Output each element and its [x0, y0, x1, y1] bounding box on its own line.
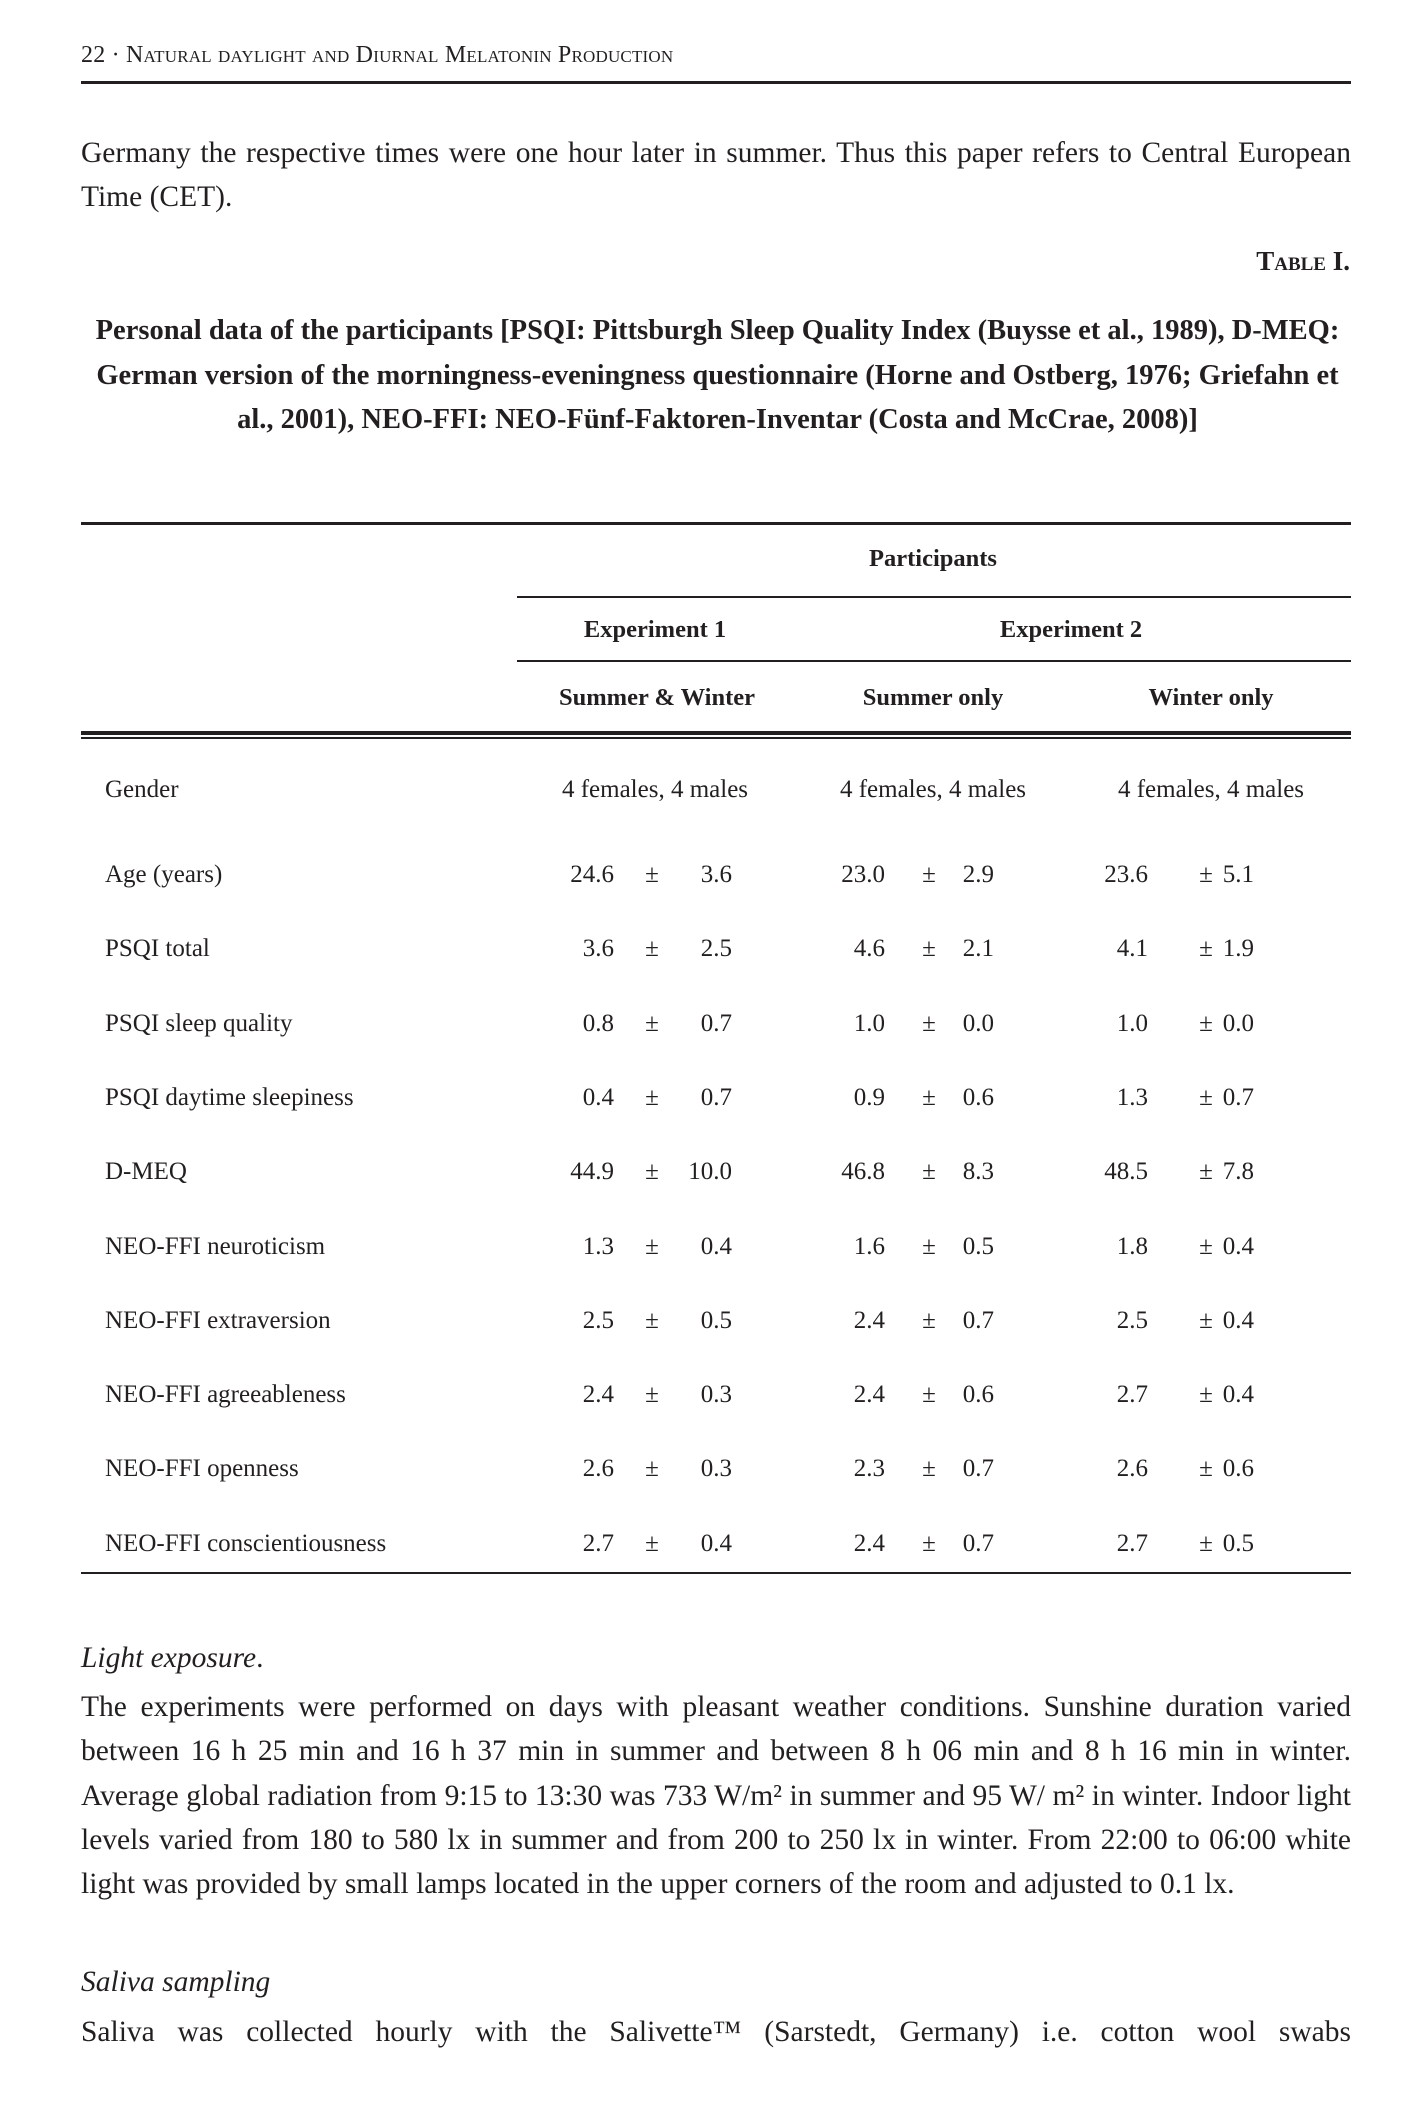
cell-mean: 3.6	[582, 935, 614, 962]
row-label: PSQI total	[105, 935, 210, 962]
cell-sd: 0.6	[962, 1381, 994, 1408]
cell-sd: 0.6	[1222, 1455, 1254, 1482]
plus-minus-sign: ±	[1199, 1530, 1213, 1557]
cell-mean: 1.3	[582, 1233, 614, 1260]
cell-sd: 1.9	[1222, 935, 1254, 962]
light-exposure-paragraph: The experiments were performed on days with pleasant weather conditions. Sunshine duration varied between 16 h 25 min and 16 h 37 min in summer and between 8 h 06 min and 8 h 16 min in winter. Average global radiation from 9:15 to 13:30 was 733 W/m² in summer and 95 W/ m² in winter. Indoor light levels varied from 180 to 580 lx in summer and from 200 to 250 lx in winter. From 22:00 to 06:00 white light was provided by small lamps located in the upper corners of the room and adjusted to 0.1 lx.	[81, 1691, 1351, 1901]
cell-sd: 0.3	[700, 1455, 732, 1482]
cell-sd: 0.5	[1222, 1530, 1254, 1557]
header-rule	[81, 81, 1351, 84]
row-label: NEO-FFI conscientiousness	[105, 1530, 387, 1557]
plus-minus-sign: ±	[1199, 1158, 1213, 1185]
running-head-separator: ·	[111, 42, 120, 68]
cell-mean: 0.9	[853, 1084, 885, 1111]
cell-mean: 1.3	[1116, 1084, 1148, 1111]
row-label: NEO-FFI extraversion	[105, 1307, 331, 1334]
cell-mean: 1.6	[853, 1233, 885, 1260]
table-top-rule	[81, 522, 1351, 525]
cell-mean: 2.7	[1116, 1530, 1148, 1557]
cell-sd: 0.7	[962, 1455, 994, 1482]
cell-mean: 1.0	[1116, 1010, 1148, 1037]
cell-mean: 2.6	[582, 1455, 614, 1482]
section-heading-light-exposure	[81, 1642, 263, 1675]
plus-minus-sign: ±	[1199, 1307, 1213, 1334]
running-head-title: Natural daylight and Diurnal Melatonin Production	[126, 42, 674, 68]
section-heading-text: Light exposure	[81, 1642, 257, 1674]
cell-sd: 0.3	[700, 1381, 732, 1408]
plus-minus-sign: ±	[645, 861, 659, 888]
section-heading-text: Saliva sampling	[81, 1966, 271, 1998]
cell-sd: 0.6	[962, 1084, 994, 1111]
cell-sd: 0.7	[962, 1307, 994, 1334]
plus-minus-sign: ±	[1199, 935, 1213, 962]
row-label: NEO-FFI openness	[105, 1455, 299, 1482]
cell-sd: 2.5	[700, 935, 732, 962]
gender-cell: 4 females, 4 males	[839, 776, 1027, 803]
plus-minus-sign: ±	[645, 1307, 659, 1334]
plus-minus-sign: ±	[645, 1530, 659, 1557]
plus-minus-sign: ±	[1199, 1455, 1213, 1482]
plus-minus-sign: ±	[645, 935, 659, 962]
section-heading-punct: .	[256, 1642, 264, 1674]
column-winter-only: Winter only	[1148, 684, 1274, 711]
cell-sd: 0.5	[700, 1307, 732, 1334]
header-double-rule-thick	[81, 731, 1351, 735]
cell-mean: 46.8	[841, 1158, 885, 1185]
running-head	[81, 42, 673, 69]
row-label: Gender	[105, 776, 179, 803]
header-double-rule-thin	[81, 737, 1351, 739]
plus-minus-sign: ±	[922, 1233, 936, 1260]
plus-minus-sign: ±	[645, 1233, 659, 1260]
cell-sd: 0.4	[1222, 1381, 1254, 1408]
saliva-sampling-paragraph: Saliva was collected hourly with the Salivette™ (Sarstedt, Germany) i.e. cotton wool swabs	[81, 2016, 1351, 2048]
cell-sd: 7.8	[1222, 1158, 1254, 1185]
cell-sd: 5.1	[1222, 861, 1254, 888]
cell-mean: 24.6	[570, 861, 614, 888]
row-label: NEO-FFI agreeableness	[105, 1381, 346, 1408]
table-caption: Personal data of the participants [PSQI: Pittsburgh Sleep Quality Index (Buysse et al., 1989), D-MEQ: German version of the morningness-eveningness questionnaire (Horne and Ostberg, 1976; Griefahn et al., 2001), NEO-FFI: NEO-Fünf-Faktoren-Inventar (Costa and McCrae, 2008)]	[95, 315, 1340, 435]
plus-minus-sign: ±	[922, 861, 936, 888]
intro-paragraph: Germany the respective times were one hour later in summer. Thus this paper refers to Central European Time (CET).	[81, 137, 1351, 214]
header-experiment-1: Experiment 1	[583, 616, 727, 643]
cell-mean: 0.8	[582, 1010, 614, 1037]
plus-minus-sign: ±	[922, 1530, 936, 1557]
cell-mean: 23.6	[1104, 861, 1148, 888]
header-participants: Participants	[869, 545, 997, 572]
plus-minus-sign: ±	[645, 1455, 659, 1482]
cell-sd: 0.0	[1222, 1010, 1254, 1037]
cell-sd: 2.1	[962, 935, 994, 962]
plus-minus-sign: ±	[645, 1158, 659, 1185]
cell-sd: 10.0	[688, 1158, 732, 1185]
plus-minus-sign: ±	[1199, 861, 1213, 888]
cell-mean: 2.5	[1116, 1307, 1148, 1334]
cell-mean: 2.4	[853, 1530, 885, 1557]
cell-mean: 2.3	[853, 1455, 885, 1482]
gender-cell: 4 females, 4 males	[1117, 776, 1305, 803]
table-label: Table I.	[1256, 246, 1350, 276]
cell-mean: 2.6	[1116, 1455, 1148, 1482]
cell-mean: 2.7	[582, 1530, 614, 1557]
cell-sd: 0.0	[962, 1010, 994, 1037]
plus-minus-sign: ±	[922, 935, 936, 962]
plus-minus-sign: ±	[922, 1307, 936, 1334]
cell-sd: 0.4	[700, 1233, 732, 1260]
cell-sd: 3.6	[700, 861, 732, 888]
plus-minus-sign: ±	[922, 1010, 936, 1037]
cell-mean: 2.4	[853, 1307, 885, 1334]
cell-mean: 48.5	[1104, 1158, 1148, 1185]
plus-minus-sign: ±	[922, 1084, 936, 1111]
cell-mean: 1.0	[853, 1010, 885, 1037]
cell-mean: 1.8	[1116, 1233, 1148, 1260]
cell-sd: 0.7	[700, 1084, 732, 1111]
cell-sd: 2.9	[962, 861, 994, 888]
plus-minus-sign: ±	[1199, 1233, 1213, 1260]
cell-mean: 2.7	[1116, 1381, 1148, 1408]
cell-sd: 0.4	[700, 1530, 732, 1557]
plus-minus-sign: ±	[1199, 1010, 1213, 1037]
cell-mean: 2.4	[853, 1381, 885, 1408]
participants-rule	[517, 596, 1351, 598]
plus-minus-sign: ±	[645, 1084, 659, 1111]
cell-mean: 2.5	[582, 1307, 614, 1334]
cell-sd: 0.7	[1222, 1084, 1254, 1111]
row-label: PSQI sleep quality	[105, 1010, 293, 1037]
cell-mean: 44.9	[570, 1158, 614, 1185]
cell-mean: 2.4	[582, 1381, 614, 1408]
column-summer-winter: Summer & Winter	[559, 684, 755, 711]
cell-mean: 0.4	[582, 1084, 614, 1111]
row-label: PSQI daytime sleepiness	[105, 1084, 354, 1111]
plus-minus-sign: ±	[922, 1455, 936, 1482]
row-label: NEO-FFI neuroticism	[105, 1233, 326, 1260]
row-label: D-MEQ	[105, 1158, 187, 1185]
cell-sd: 0.4	[1222, 1307, 1254, 1334]
plus-minus-sign: ±	[645, 1010, 659, 1037]
cell-sd: 0.7	[700, 1010, 732, 1037]
cell-mean: 4.6	[853, 935, 885, 962]
cell-sd: 0.5	[962, 1233, 994, 1260]
section-heading-saliva-sampling	[81, 1966, 270, 1999]
cell-mean: 23.0	[841, 861, 885, 888]
header-experiment-2: Experiment 2	[999, 616, 1143, 643]
plus-minus-sign: ±	[1199, 1381, 1213, 1408]
cell-sd: 0.7	[962, 1530, 994, 1557]
cell-sd: 0.4	[1222, 1233, 1254, 1260]
experiment-rule	[517, 660, 1351, 662]
plus-minus-sign: ±	[1199, 1084, 1213, 1111]
column-summer-only: Summer only	[862, 684, 1004, 711]
row-label: Age (years)	[105, 861, 223, 888]
gender-cell: 4 females, 4 males	[561, 776, 749, 803]
plus-minus-sign: ±	[922, 1381, 936, 1408]
page-number: 22	[81, 42, 106, 68]
plus-minus-sign: ±	[922, 1158, 936, 1185]
cell-mean: 4.1	[1116, 935, 1148, 962]
table-bottom-rule	[81, 1572, 1351, 1574]
cell-sd: 8.3	[962, 1158, 994, 1185]
plus-minus-sign: ±	[645, 1381, 659, 1408]
